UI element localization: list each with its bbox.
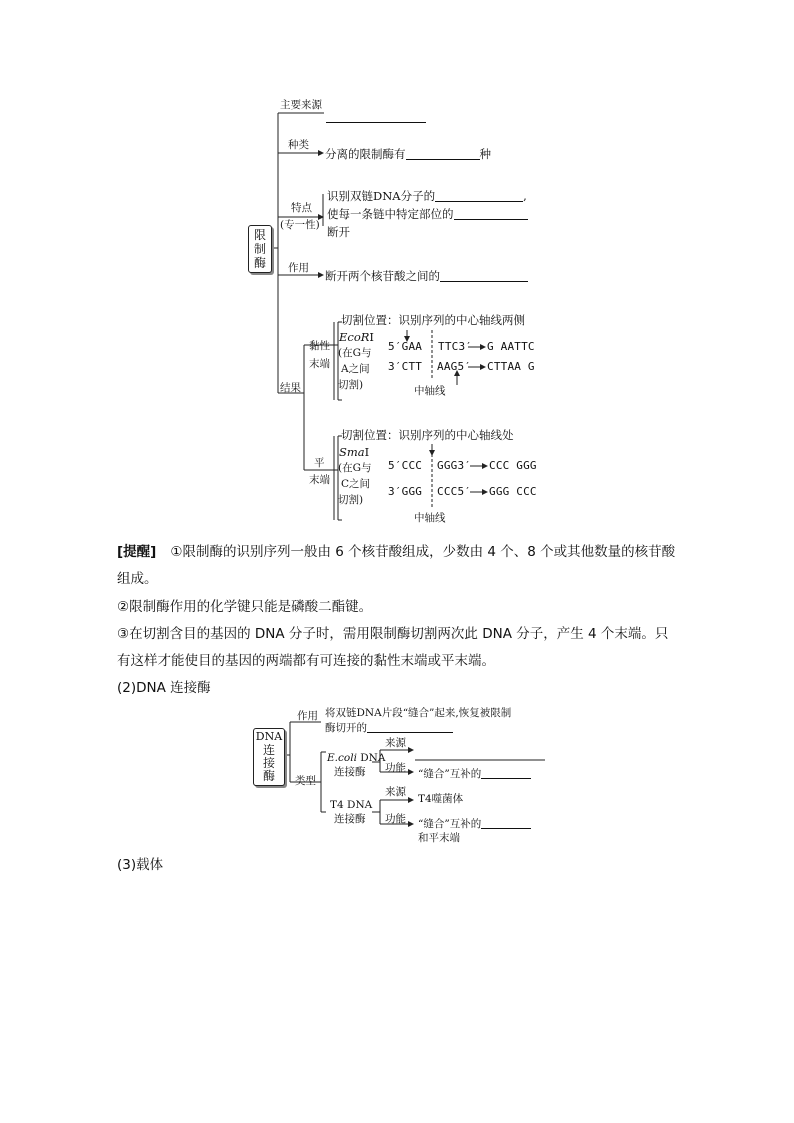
t4-function-text-2: 和平末端 bbox=[418, 832, 460, 844]
tips-line-3: ③在切割含目的基因的 DNA 分子时，需用限制酶切割两次此 DNA 分子，产生 4 个末端。只 bbox=[117, 626, 669, 642]
ligase-root-char-2: 连 bbox=[262, 743, 275, 757]
axis-label-smai: 中轴线 bbox=[414, 512, 446, 524]
ligase-root-char-4: 酶 bbox=[262, 769, 275, 783]
smai-note-3: 切割) bbox=[338, 494, 364, 506]
ecoli-suffix: DNA bbox=[356, 752, 386, 764]
ecori-note-3: 切割) bbox=[338, 379, 364, 391]
smai-note-2: C之间 bbox=[341, 478, 371, 490]
t4-ligase-sub: 连接酶 bbox=[334, 813, 366, 825]
smai-top-left: 5′CCC bbox=[388, 459, 423, 472]
feature-comma: , bbox=[523, 189, 527, 203]
ligase-function-line-1: 将双链DNA片段“缝合”起来,恢复被限制 bbox=[325, 707, 512, 719]
ecori-note-2: A之间 bbox=[341, 363, 370, 375]
sticky-cut-position: 切割位置：识别序列的中心轴线两侧 bbox=[341, 313, 525, 327]
ecori-bottom-product: CTTAA G bbox=[487, 360, 535, 373]
tips-line-3b: 有这样才能使目的基因的两端都有可连接的黏性末端或平末端。 bbox=[117, 653, 495, 669]
smai-name: Sma bbox=[339, 445, 365, 459]
ecori-top-right: TTC3′ bbox=[438, 340, 473, 353]
tips-label: [提醒] bbox=[117, 544, 157, 560]
ecoli-function-label: 功能 bbox=[385, 762, 406, 774]
smai-bottom-product: GGG CCC bbox=[489, 485, 537, 498]
blunt-end-label-2: 末端 bbox=[309, 474, 330, 486]
branch-label-source: 主要来源 bbox=[280, 99, 322, 111]
feature-line2-text: 使每一条链中特定部位的 bbox=[327, 207, 454, 221]
branch-label-feature-sub: (专一性) bbox=[280, 219, 320, 231]
section-heading-dna-ligase: (2)DNA 连接酶 bbox=[117, 680, 211, 696]
ligase-branch-types: 类型 bbox=[295, 775, 316, 787]
ecori-bottom-left: 3′CTT bbox=[388, 360, 423, 373]
types-text-post: 种 bbox=[479, 147, 491, 161]
branch-label-function: 作用 bbox=[288, 262, 309, 274]
ligase-root-char-1: DNA bbox=[255, 730, 283, 743]
ecoli-function-main: “缝合”互补的 bbox=[418, 768, 482, 780]
ecori-note-1: (在G与 bbox=[338, 347, 372, 359]
blunt-cut-position: 切割位置：识别序列的中心轴线处 bbox=[341, 428, 514, 442]
ecoli-ligase-name bbox=[327, 752, 385, 765]
sticky-end-label-1: 黏性 bbox=[309, 340, 330, 352]
root-char-3: 酶 bbox=[253, 256, 266, 270]
smai-bottom-left: 3′GGG bbox=[388, 485, 423, 498]
sticky-end-label-2: 末端 bbox=[309, 358, 330, 370]
branch-label-feature: 特点 bbox=[291, 202, 312, 214]
ligase-function-line-2 bbox=[325, 722, 453, 735]
tips-line-1b: 组成。 bbox=[117, 571, 158, 587]
root-node-dna-ligase bbox=[253, 728, 285, 786]
section-heading-vector: (3)载体 bbox=[117, 857, 164, 873]
ligase-function-line2-text: 酶切开的 bbox=[325, 722, 367, 734]
ecori-top-left: 5′GAA bbox=[388, 340, 423, 353]
ecori-top-product: G AATTC bbox=[487, 340, 535, 353]
smai-top-product: CCC GGG bbox=[489, 459, 537, 472]
t4-function-text bbox=[418, 818, 531, 831]
smai-note-1: (在G与 bbox=[338, 462, 372, 474]
axis-label-ecori: 中轴线 bbox=[414, 385, 446, 397]
blank-ligase-function bbox=[367, 722, 453, 733]
branch-label-types: 种类 bbox=[288, 139, 309, 151]
t4-function-label: 功能 bbox=[385, 813, 406, 825]
function-text-main: 断开两个核苷酸之间的 bbox=[325, 269, 440, 283]
root-char-1: 限 bbox=[253, 228, 266, 242]
branch-label-result: 结果 bbox=[280, 382, 301, 394]
tips-line-2: ②限制酶作用的化学键只能是磷酸二酯键。 bbox=[117, 599, 373, 615]
smai-roman: Ⅰ bbox=[364, 445, 370, 459]
smai-bottom-right: CCC5′ bbox=[437, 485, 472, 498]
ecori-name: EcoR bbox=[339, 330, 370, 344]
t4-function-main: “缝合”互补的 bbox=[418, 818, 482, 830]
ligase-root-char-3: 接 bbox=[262, 756, 275, 770]
t4-ligase-name: T4 DNA bbox=[330, 799, 373, 811]
ecoli-source-label: 来源 bbox=[385, 737, 406, 749]
feature-line-3: 断开 bbox=[327, 225, 350, 239]
tips-p1a: ①限制酶的识别序列一般由 6 个核苷酸组成，少数由 4 个、8 个或其他数量的核苷酸 bbox=[170, 544, 676, 560]
ecoli-ligase-sub: 连接酶 bbox=[334, 766, 366, 778]
smai-top-right: GGG3′ bbox=[437, 459, 472, 472]
blank-ecoli-function bbox=[481, 768, 531, 779]
ecori-bottom-right: AAG5′ bbox=[437, 360, 472, 373]
t4-source-label: 来源 bbox=[385, 786, 406, 798]
ligase-branch-function: 作用 bbox=[297, 710, 318, 722]
ecori-roman: Ⅰ bbox=[369, 330, 374, 344]
feature-line1-text: 识别双链DNA分子的 bbox=[327, 189, 436, 203]
t4-source-text: T4噬菌体 bbox=[418, 793, 464, 805]
root-char-2: 制 bbox=[253, 242, 266, 256]
blunt-end-label-1: 平 bbox=[314, 457, 325, 469]
ecoli-function-text bbox=[418, 768, 531, 781]
types-text-pre: 分离的限制酶有 bbox=[325, 147, 406, 161]
ecoli-name: E.coli bbox=[327, 752, 357, 764]
blank-t4-function bbox=[481, 818, 531, 829]
